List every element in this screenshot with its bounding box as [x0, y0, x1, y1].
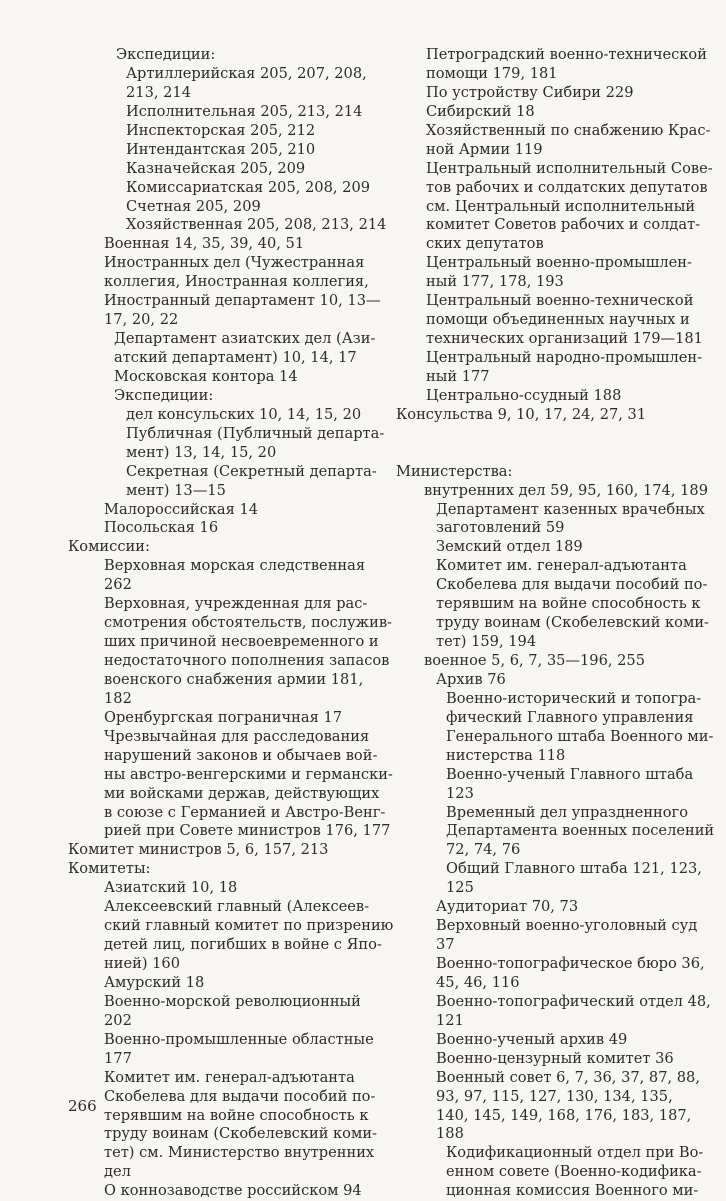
index-entry-line: военского снабжения армии 181,: [104, 670, 364, 688]
index-entry-line: Земский отдел 189: [436, 538, 583, 556]
index-entry-line: терявшим на войне способность к: [104, 1106, 369, 1124]
index-entry-line: атский департамент) 10, 14, 17: [114, 349, 357, 366]
index-entry-line: Чрезвычайная для расследования: [104, 727, 370, 745]
index-entry-line: Военно-топографический отдел 48,: [436, 992, 711, 1010]
index-entry-line: Малороссийская 14: [104, 500, 259, 518]
index-entry-line: ной Армии 119: [426, 140, 543, 158]
index-entry-line: внутренних дел 59, 95, 160, 174, 189: [424, 481, 708, 499]
index-entry-line: мент) 13, 14, 15, 20: [126, 443, 277, 461]
index-entry-line: ный 177: [426, 367, 490, 385]
index-entry-line: Архив 76: [436, 670, 506, 688]
index-entry-line: Министерства:: [396, 462, 513, 480]
index-entry-line: Азиатский 10, 18: [104, 879, 238, 897]
index-entry-line: Департамент казенных врачебных: [436, 500, 705, 518]
index-entry-line: ны австро-венгерскими и германски-: [104, 765, 393, 783]
index-entry-line: Верховный военно-уголовный суд: [436, 917, 698, 935]
index-entry-line: Хозяйственная 205, 208, 213, 214: [126, 216, 387, 234]
index-entry-line: 72, 74, 76: [446, 841, 521, 859]
index-entry-line: помощи 179, 181: [426, 64, 558, 82]
index-entry-line: труду воинам (Скобелевский коми-: [104, 1125, 377, 1143]
index-entry-line: Временный дел упраздненного: [446, 803, 688, 821]
index-entry-line: ших причиной несвоевременного и: [104, 633, 379, 651]
index-entry-line: смотрения обстоятельств, послужив-: [104, 614, 392, 632]
index-entry-line: Комитет им. генерал-адъютанта: [436, 557, 687, 575]
index-entry-line: помощи объединенных научных и: [426, 311, 690, 329]
index-entry-line: Кодификационный отдел при Во-: [446, 1144, 704, 1162]
index-entry-line: Комитет министров 5, 6, 157, 213: [68, 841, 329, 859]
index-entry-line: Верховная морская следственная: [104, 557, 366, 575]
left-column: [68, 46, 394, 1201]
page-number: 266: [68, 1097, 97, 1115]
index-entry-line: Центральный военно-технической: [426, 292, 694, 310]
index-entry-line: Казначейская 205, 209: [126, 159, 306, 177]
index-entry-line: Военная 14, 35, 39, 40, 51: [104, 235, 305, 253]
index-entry-line: дел: [104, 1163, 131, 1181]
index-entry-line: ционная комиссия Военного ми-: [446, 1182, 699, 1200]
index-entry-line: терявшим на войне способность к: [436, 595, 701, 613]
index-entry-line: Центрально-ссудный 188: [426, 386, 622, 404]
index-entry-line: рией при Совете министров 176, 177: [104, 822, 391, 840]
index-entry-line: Скобелева для выдачи пособий по-: [104, 1087, 376, 1105]
index-entry-line: коллегия, Иностранная коллегия,: [104, 273, 369, 291]
index-entry-line: Центральный исполнительный Сове-: [426, 159, 713, 177]
index-entry-line: Экспедиции:: [116, 46, 216, 63]
index-entry-line: ный 177, 178, 193: [426, 273, 564, 291]
index-entry-line: Амурский 18: [104, 973, 205, 991]
index-entry-line: 93, 97, 115, 127, 130, 134, 135,: [436, 1087, 673, 1105]
index-entry-line: Военно-ученый Главного штаба: [446, 765, 694, 783]
index-entry-line: 140, 145, 149, 168, 176, 183, 187,: [436, 1106, 692, 1124]
index-entry-line: Иностранный департамент 10, 13—: [104, 292, 381, 310]
index-entry-line: в союзе с Германией и Австро-Венг-: [104, 803, 386, 821]
index-entry-line: Военно-промышленные областные: [104, 1030, 374, 1048]
index-entry-line: 188: [436, 1125, 464, 1143]
index-entry-line: дел консульских 10, 14, 15, 20: [126, 405, 362, 423]
index-entry-line: По устройству Сибири 229: [426, 83, 634, 101]
index-entry-line: ский главный комитет по призрению: [104, 917, 394, 935]
index-entry-line: нистерства 118: [446, 746, 566, 764]
index-entry-line: Исполнительная 205, 213, 214: [126, 102, 363, 120]
index-entry-line: Военно-ученый архив 49: [436, 1030, 628, 1048]
index-entry-line: енном совете (Военно-кодифика-: [446, 1163, 702, 1181]
index-entry-line: Комиссариатская 205, 208, 209: [126, 178, 371, 196]
index-entry-line: Аудиториат 70, 73: [436, 898, 579, 916]
index-entry-line: комитет Советов рабочих и солдат-: [426, 216, 701, 234]
index-entry-line: Комиссии:: [68, 538, 150, 556]
index-entry-line: Комитет им. генерал-адъютанта: [104, 1068, 355, 1086]
index-entry-line: фический Главного управления: [446, 708, 694, 726]
index-entry-line: Сибирский 18: [426, 102, 535, 120]
index-entry-line: Алексеевский главный (Алексеев-: [104, 898, 370, 916]
index-entry-line: 177: [104, 1049, 132, 1067]
index-entry-line: 17, 20, 22: [104, 311, 179, 329]
index-entry-line: тет) 159, 194: [436, 633, 537, 651]
index-entry-line: 125: [446, 879, 474, 897]
index-entry-line: Военно-морской революционный: [104, 992, 361, 1010]
index-entry-line: Петроградский военно-технической: [426, 46, 707, 63]
index-entry-line: Посольская 16: [104, 519, 219, 537]
index-entry-line: технических организаций 179—181: [426, 330, 703, 348]
index-entry-line: 182: [104, 689, 132, 707]
index-entry-line: Комитеты:: [68, 860, 151, 878]
index-entry-line: Секретная (Секретный департа-: [126, 462, 377, 480]
index-entry-line: 213, 214: [126, 83, 191, 101]
index-entry-line: ских депутатов: [426, 235, 544, 253]
index-entry-line: недостаточного пополнения запасов: [104, 652, 390, 669]
index-entry-line: О коннозаводстве российском 94: [104, 1182, 362, 1200]
index-entry-line: Консульства 9, 10, 17, 24, 27, 31: [396, 405, 647, 423]
index-entry-line: 121: [436, 1011, 464, 1029]
index-entry-line: Департамент азиатских дел (Ази-: [114, 330, 376, 348]
right-column: [396, 46, 715, 1201]
index-entry-line: Департамента военных поселений: [446, 822, 715, 840]
index-entry-line: Военно-топографическое бюро 36,: [436, 955, 705, 972]
index-entry-line: Скобелева для выдачи пособий по-: [436, 576, 708, 594]
index-entry-line: Счетная 205, 209: [126, 197, 261, 215]
index-entry-line: [396, 425, 696, 444]
index-entry-line: Иностранных дел (Чужестранная: [104, 254, 365, 272]
index-entry-line: 202: [104, 1011, 132, 1029]
index-entry-line: тет) см. Министерство внутренних: [104, 1144, 375, 1162]
index-entry-line: Московская контора 14: [114, 367, 298, 385]
index-entry-line: Генерального штаба Военного ми-: [446, 727, 714, 745]
index-entry-line: Военно-цензурный комитет 36: [436, 1049, 674, 1067]
index-entry-line: Центральный военно-промышлен-: [426, 254, 692, 272]
index-entry-line: Центральный народно-промышлен-: [426, 349, 703, 366]
index-entry-line: Артиллерийская 205, 207, 208,: [126, 64, 367, 82]
index-entry-line: 37: [436, 936, 455, 954]
index-entry-line: ми войсками держав, действующих: [104, 784, 380, 802]
index-entry-line: Хозяйственный по снабжению Крас-: [426, 121, 711, 139]
index-entry-line: см. Центральный исполнительный: [426, 197, 696, 215]
index-entry-line: 45, 46, 116: [436, 973, 520, 991]
index-entry-line: детей лиц, погибших в войне с Япо-: [104, 936, 382, 954]
index-entry-line: [396, 444, 696, 463]
index-entry-line: Военный совет 6, 7, 36, 37, 87, 88,: [436, 1068, 700, 1086]
index-entry-line: 123: [446, 784, 474, 802]
index-entry-line: Общий Главного штаба 121, 123,: [446, 860, 702, 878]
index-entry-line: нией) 160: [104, 955, 181, 972]
index-entry-line: Публичная (Публичный департа-: [126, 424, 385, 442]
index-entry-line: Интендантская 205, 210: [126, 140, 316, 158]
index-entry-line: Военно-исторический и топогра-: [446, 689, 702, 707]
index-entry-line: нарушений законов и обычаев вой-: [104, 746, 378, 764]
index-entry-line: Инспекторская 205, 212: [126, 121, 316, 139]
index-entry-line: труду воинам (Скобелевский коми-: [436, 614, 709, 632]
index-entry-line: заготовлений 59: [436, 519, 565, 537]
index-entry-line: Верховная, учрежденная для рас-: [104, 595, 368, 613]
index-entry-line: военное 5, 6, 7, 35—196, 255: [424, 652, 645, 669]
index-entry-line: Оренбургская пограничная 17: [104, 708, 343, 726]
index-entry-line: тов рабочих и солдатских депутатов: [426, 178, 708, 196]
index-entry-line: мент) 13—15: [126, 481, 226, 499]
index-entry-line: 262: [104, 576, 132, 594]
index-entry-line: Экспедиции:: [114, 386, 214, 404]
